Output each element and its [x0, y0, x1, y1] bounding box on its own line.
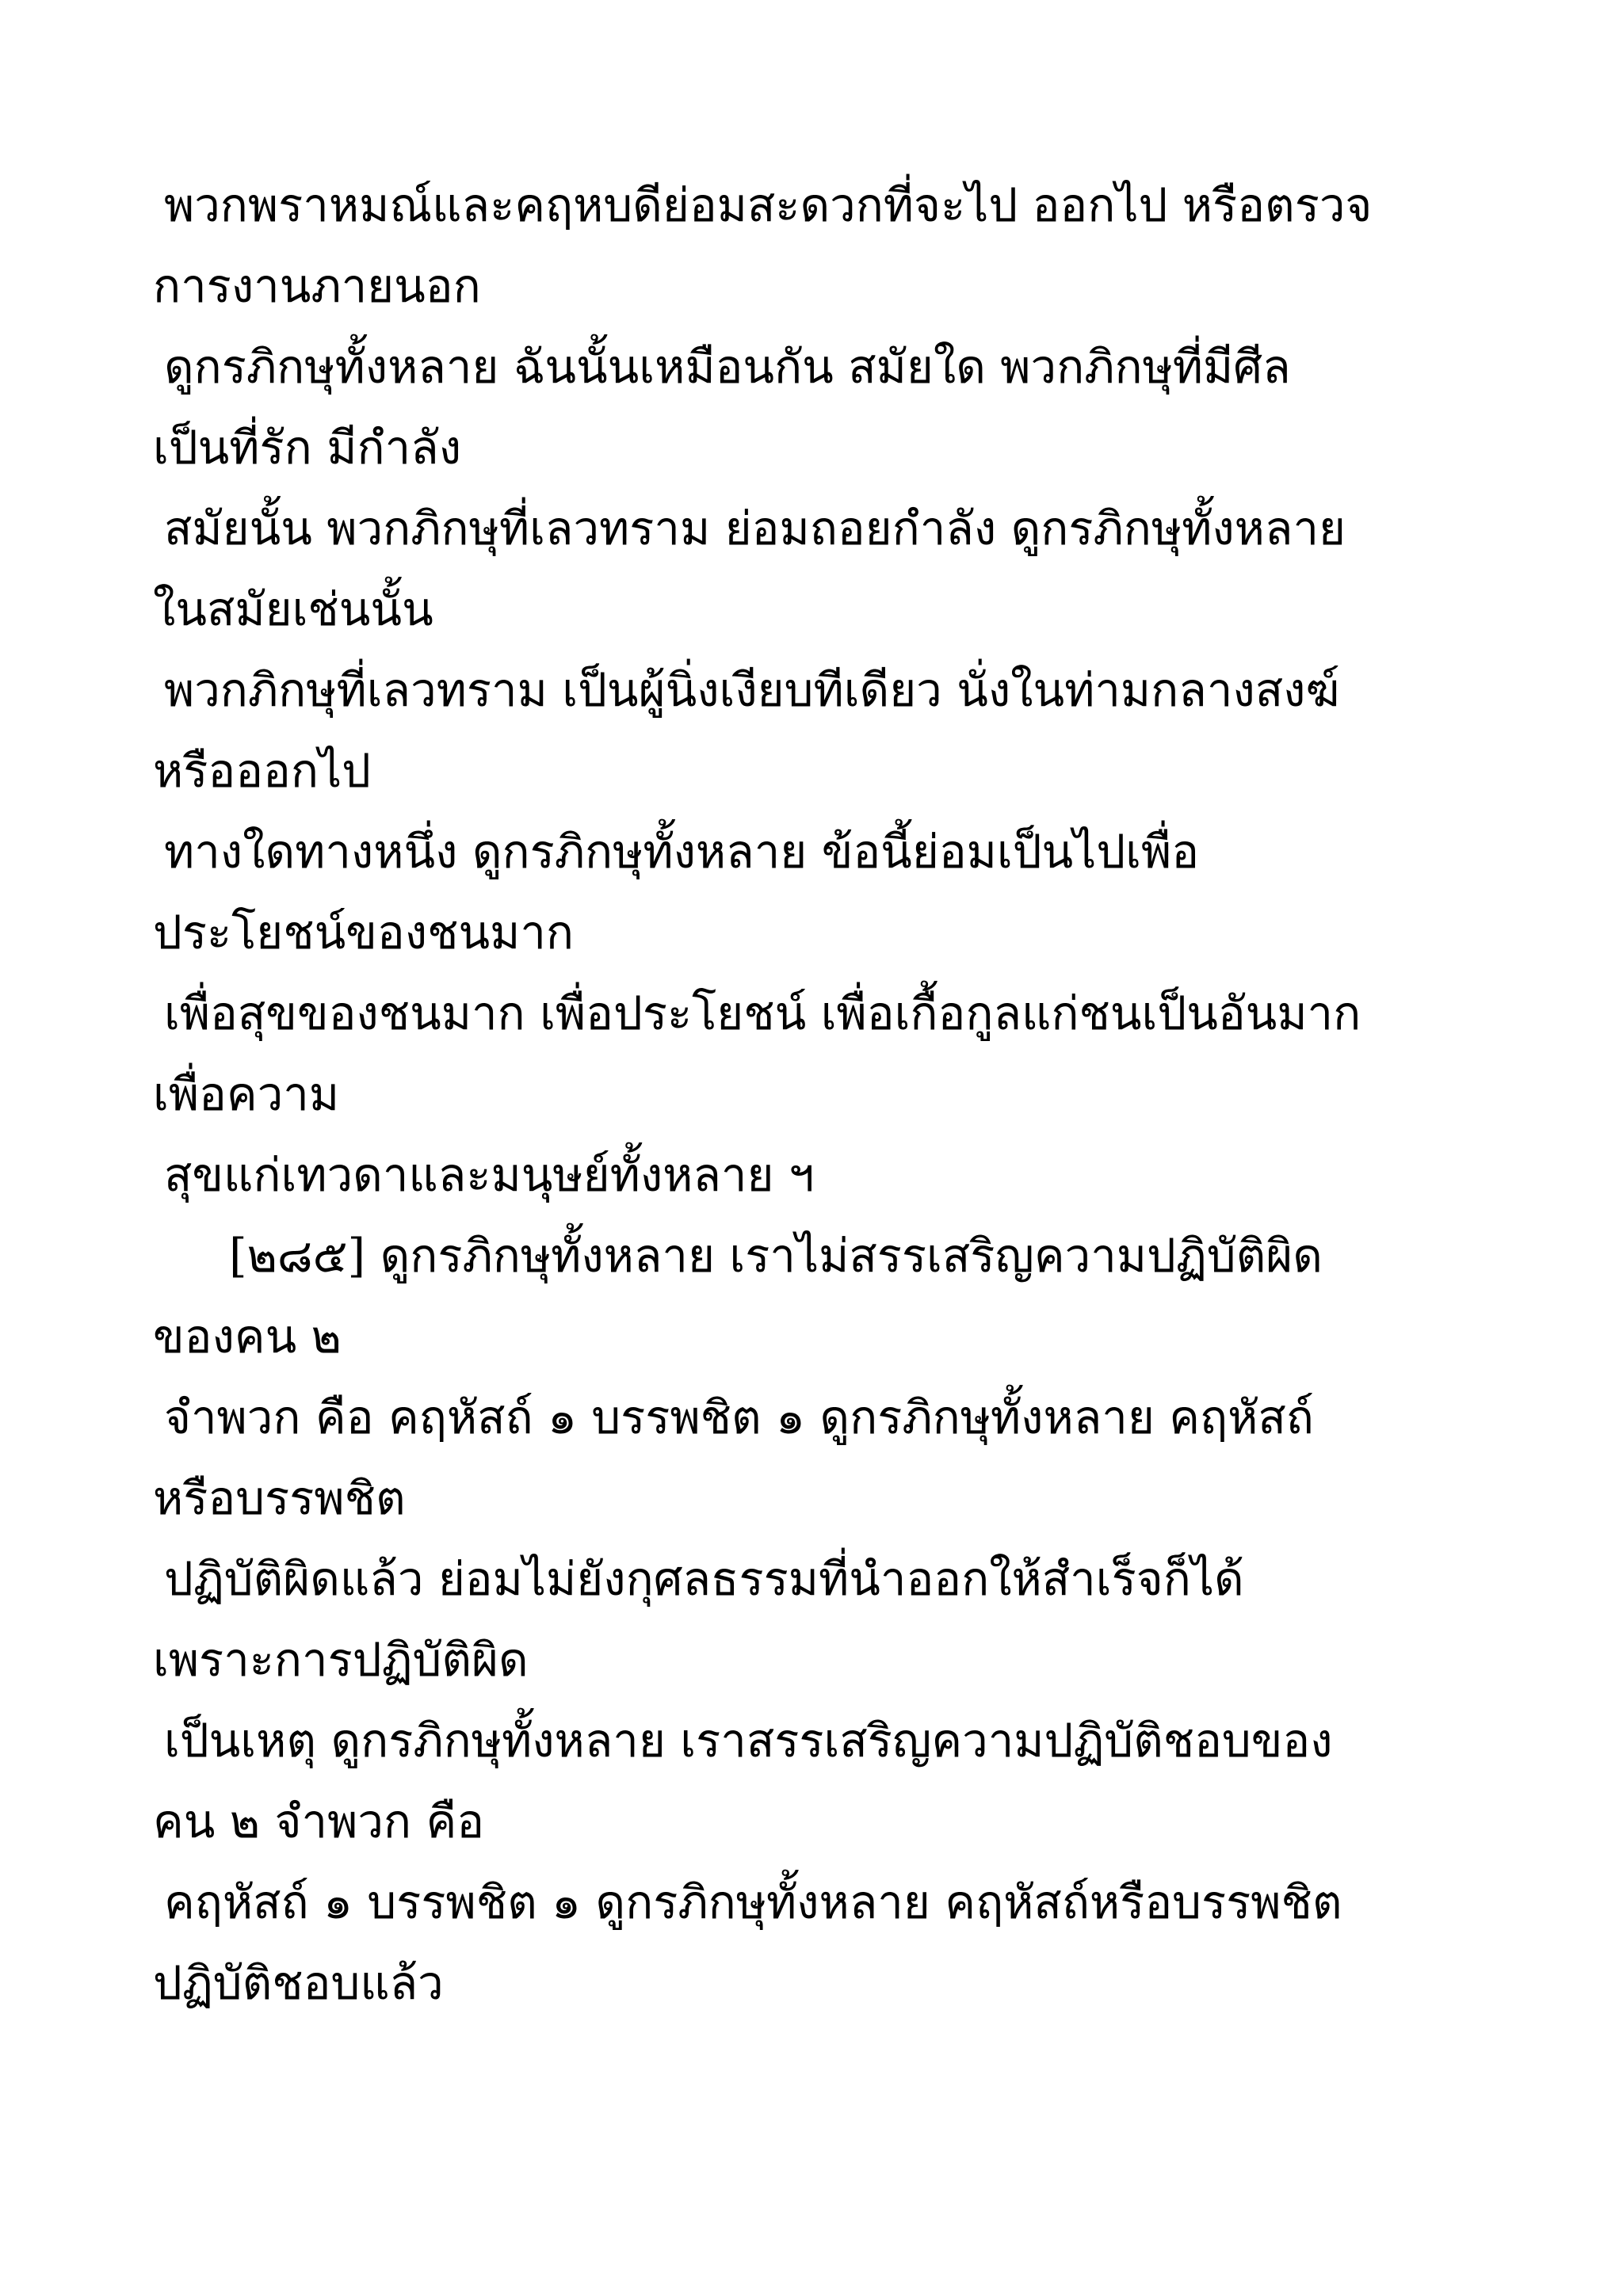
text-line: พวกภิกษุที่เลวทราม เป็นผู้นิ่งเงียบทีเดียว นั่งในท่ามกลางสงฆ์ — [164, 663, 1340, 717]
text-line: คฤหัสถ์ ๑ บรรพชิต ๑ ดูกรภิกษุทั้งหลาย คฤหัสถ์หรือบรรพชิต — [164, 1875, 1342, 1929]
text-line: ของคน ๒ — [153, 1310, 342, 1363]
text-line: ทางใดทางหนึ่ง ดูกรภิกษุทั้งหลาย ข้อนี้ย่อมเป็นไปเพื่อ — [164, 825, 1200, 879]
text-line: การงานภายนอก — [153, 259, 481, 313]
text-line: ประโยชน์ของชนมาก — [153, 906, 575, 959]
text-line: เพราะการปฏิบัติผิด — [153, 1633, 529, 1687]
text-line: จำพวก คือ คฤหัสถ์ ๑ บรรพชิต ๑ ดูกรภิกษุทั้งหลาย คฤหัสถ์ — [164, 1390, 1314, 1444]
text-line: ปฏิบัติผิดแล้ว ย่อมไม่ยังกุศลธรรมที่นำออกให้สำเร็จก็ได้ — [164, 1552, 1244, 1606]
text-line: ดูกรภิกษุทั้งหลาย ฉันนั้นเหมือนกัน สมัยใด พวกภิกษุที่มีศีล — [164, 340, 1291, 394]
text-line: เพื่อความ — [153, 1067, 340, 1121]
text-line: ปฏิบัติชอบแล้ว — [153, 1956, 444, 2010]
text-line: ในสมัยเช่นนั้น — [153, 582, 433, 636]
text-line: สมัยนั้น พวกภิกษุที่เลวทราม ย่อมถอยกำลัง ดูกรภิกษุทั้งหลาย — [164, 502, 1346, 555]
text-line: คน ๒ จำพวก คือ — [153, 1794, 485, 1848]
text-line: หรือออกไป — [153, 744, 371, 798]
document-body — [153, 165, 1484, 2023]
section-heading-line: [๒๘๕] ดูกรภิกษุทั้งหลาย เราไม่สรรเสริญความปฏิบัติผิด — [229, 1229, 1323, 1283]
text-line: พวกพราหมณ์และคฤหบดีย่อมสะดวกที่จะไป ออกไป หรือตรวจ — [164, 178, 1373, 232]
text-line: หรือบรรพชิต — [153, 1471, 406, 1525]
text-line: เป็นที่รัก มีกำลัง — [153, 421, 462, 475]
text-line: สุขแก่เทวดาและมนุษย์ทั้งหลาย ฯ — [164, 1148, 815, 1202]
text-line: เพื่อสุขของชนมาก เพื่อประโยชน์ เพื่อเกื้อกูลแก่ชนเป็นอันมาก — [164, 986, 1361, 1040]
text-line: เป็นเหตุ ดูกรภิกษุทั้งหลาย เราสรรเสริญความปฏิบัติชอบของ — [164, 1714, 1333, 1768]
